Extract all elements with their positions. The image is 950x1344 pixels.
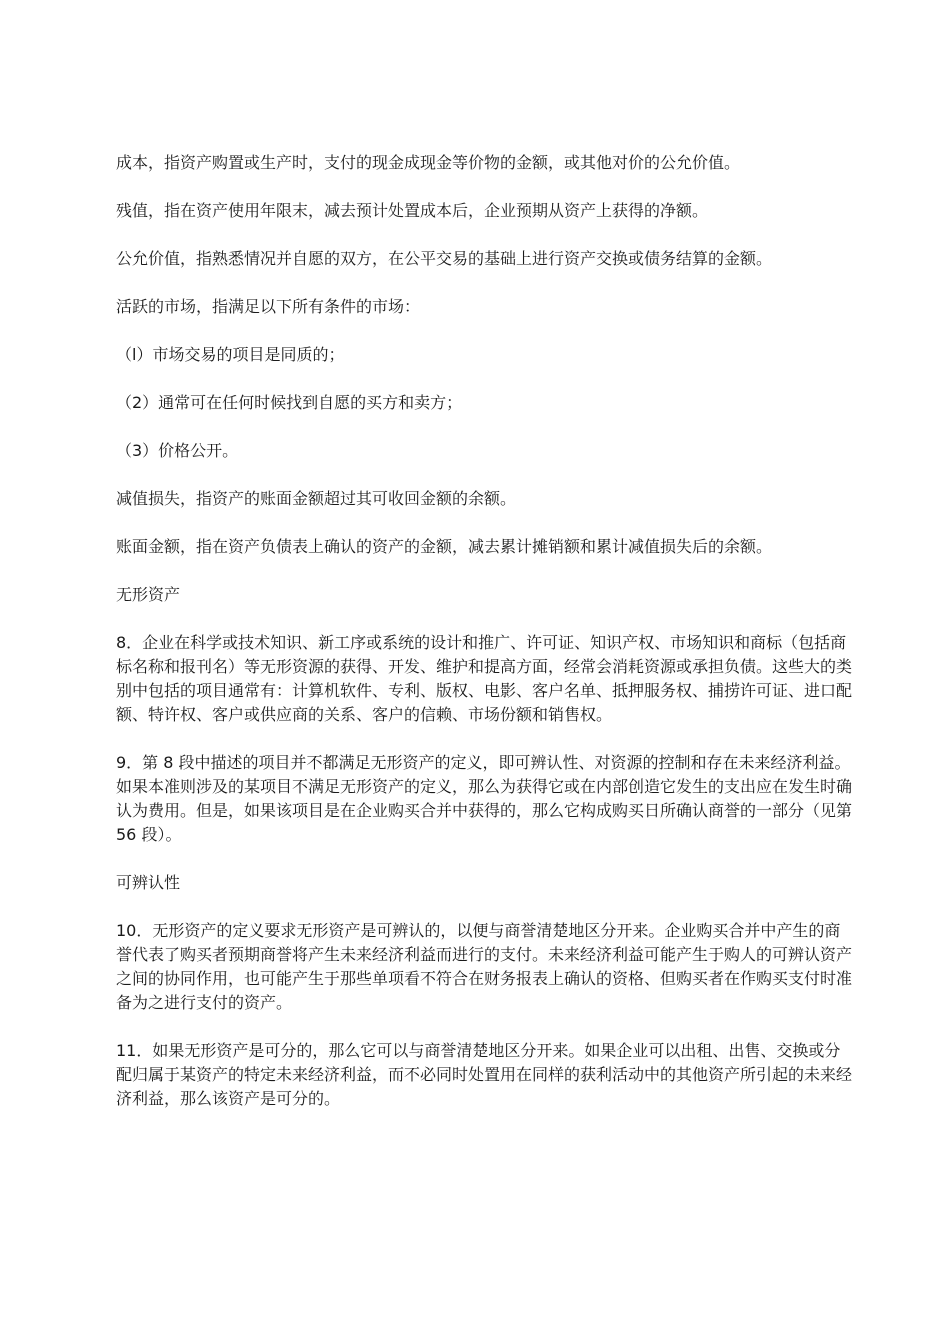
definition-residual-value: 残值，指在资产使用年限末，减去预计处置成本后，企业预期从资产上获得的净额。: [116, 201, 709, 220]
condition-item-3: （3）价格公开。: [116, 441, 239, 460]
paragraph-11: 11．如果无形资产是可分的，那么它可以与商誉清楚地区分开来。如果企业可以出租、出售、交换或分配归属于某资产的特定未来经济利益，而不必同时处置用在同样的获利活动中的其他资产所引起的未来经济利益，那么该资产是可分的。: [116, 1041, 853, 1108]
definition-fair-value: 公允价值，指熟悉情况并自愿的双方，在公平交易的基础上进行资产交换或债务结算的金额。: [116, 249, 773, 268]
paragraph-9: 9．第 8 段中描述的项目并不都满足无形资产的定义，即可辨认性、对资源的控制和存在未来经济利益。如果本准则涉及的某项目不满足无形资产的定义，那么为获得它或在内部创造它发生的支出应在发生时确认为费用。但是，如果该项目是在企业购买合并中获得的，那么它构成购买日所确认商誉的一部分（见第 56 段）。: [116, 753, 853, 844]
definition-cost: 成本，指资产购置或生产时，支付的现金成现金等价物的金额，或其他对价的公允价值。: [116, 153, 741, 172]
condition-item-1: （l）市场交易的项目是同质的；: [116, 345, 345, 364]
definition-carrying-amount: 账面金额，指在资产负债表上确认的资产的金额，减去累计摊销额和累计减值损失后的余额。: [116, 537, 773, 556]
document-body: [116, 151, 856, 1135]
definition-active-market: 活跃的市场，指满足以下所有条件的市场：: [116, 297, 421, 316]
section-heading-intangible-assets: 无形资产: [116, 585, 181, 604]
condition-item-2: （2）通常可在任何时候找到自愿的买方和卖方；: [116, 393, 463, 412]
section-heading-identifiability: 可辨认性: [116, 873, 181, 892]
paragraph-8: 8．企业在科学或技术知识、新工序或系统的设计和推广、许可证、知识产权、市场知识和商标（包括商标名称和报刊名）等无形资源的获得、开发、维护和提高方面，经常会消耗资源或承担负债。这些大的类别中包括的项目通常有：计算机软件、专利、版权、电影、客户名单、抵押服务权、捕捞许可证、进口配额、特许权、客户或供应商的关系、客户的信赖、市场份额和销售权。: [116, 633, 853, 724]
definition-impairment-loss: 减值损失，指资产的账面金额超过其可收回金额的余额。: [116, 489, 517, 508]
paragraph-10: 10．无形资产的定义要求无形资产是可辨认的，以便与商誉清楚地区分开来。企业购买合并中产生的商誉代表了购买者预期商誉将产生未来经济利益而进行的支付。未来经济利益可能产生于购人的可辨认资产之间的协同作用，也可能产生于那些单项看不符合在财务报表上确认的资格、但购买者在作购买支付时准备为之进行支付的资产。: [116, 921, 853, 1012]
